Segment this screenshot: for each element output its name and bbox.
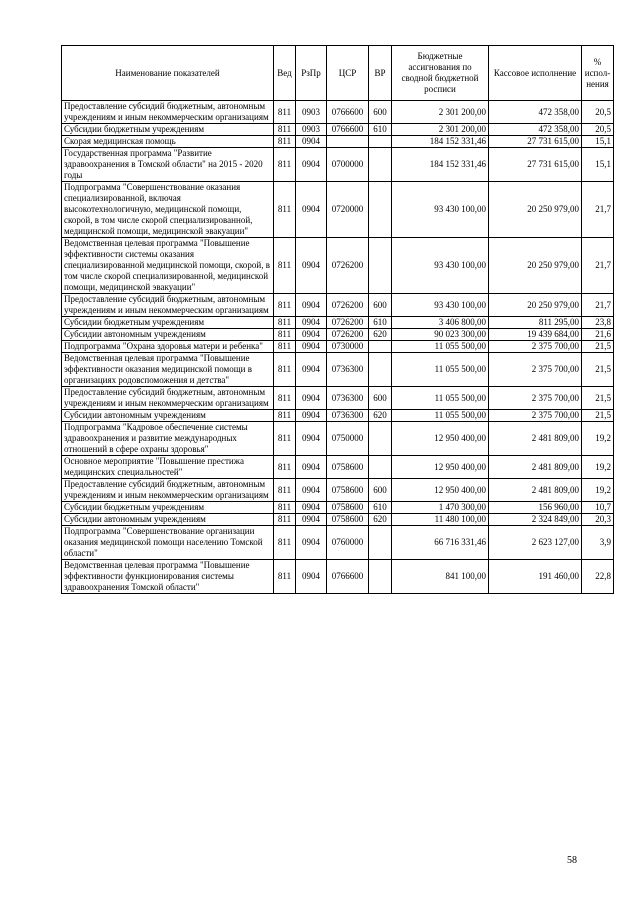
row-csr — [327, 136, 369, 148]
row-budget: 93 430 100,00 — [392, 238, 489, 294]
row-vr: 600 — [369, 101, 392, 124]
row-cash: 472 358,00 — [489, 101, 582, 124]
row-csr: 0758600 — [327, 514, 369, 526]
header-ved: Вед — [274, 46, 296, 101]
row-csr: 0758600 — [327, 456, 369, 479]
row-pct: 15,1 — [582, 136, 614, 148]
row-name: Предоставление субсидий бюджетным, автономным учреждениям и иным некоммерческим организациям — [62, 294, 274, 317]
row-csr: 0726200 — [327, 317, 369, 329]
row-csr: 0736300 — [327, 387, 369, 410]
row-name: Подпрограмма "Совершенствование оказания специализированной, включая высокотехнологичную, медицинской помощи, скорой, в том числе скорой специализированной, медицинской помощи, медицинской эвакуации" — [62, 182, 274, 238]
table-row — [62, 148, 614, 182]
table-header-row — [62, 46, 614, 101]
row-pct: 20,3 — [582, 514, 614, 526]
row-name: Подпрограмма "Кадровое обеспечение системы здравоохранения и развитие международных отношений в сфере охраны здоровья" — [62, 422, 274, 456]
row-ved: 811 — [274, 560, 296, 594]
row-rzpr: 0903 — [296, 124, 327, 136]
row-cash: 2 375 700,00 — [489, 341, 582, 353]
row-ved: 811 — [274, 317, 296, 329]
row-rzpr: 0904 — [296, 479, 327, 502]
row-budget: 90 023 300,00 — [392, 329, 489, 341]
row-budget: 66 716 331,46 — [392, 526, 489, 560]
row-ved: 811 — [274, 294, 296, 317]
row-rzpr: 0904 — [296, 422, 327, 456]
row-cash: 2 375 700,00 — [489, 387, 582, 410]
budget-execution-table — [61, 45, 614, 594]
row-budget: 184 152 331,46 — [392, 148, 489, 182]
row-budget: 11 055 500,00 — [392, 387, 489, 410]
table-row — [62, 238, 614, 294]
row-name: Ведомственная целевая программа "Повышение эффективности оказания медицинской помощи в организациях родовспоможения и детства" — [62, 353, 274, 387]
row-csr: 0730000 — [327, 341, 369, 353]
row-vr — [369, 353, 392, 387]
row-cash: 19 439 684,00 — [489, 329, 582, 341]
row-rzpr: 0904 — [296, 329, 327, 341]
row-csr: 0758600 — [327, 479, 369, 502]
row-budget: 11 055 500,00 — [392, 353, 489, 387]
row-vr — [369, 422, 392, 456]
row-csr: 0700000 — [327, 148, 369, 182]
header-csr: ЦСР — [327, 46, 369, 101]
row-vr — [369, 456, 392, 479]
table-row — [62, 317, 614, 329]
row-pct: 19,2 — [582, 479, 614, 502]
row-ved: 811 — [274, 329, 296, 341]
row-ved: 811 — [274, 148, 296, 182]
row-pct: 21,5 — [582, 410, 614, 422]
row-name: Подпрограмма "Совершенствование организации оказания медицинской помощи населению Томской области" — [62, 526, 274, 560]
row-pct: 22,8 — [582, 560, 614, 594]
table-row — [62, 410, 614, 422]
row-vr: 620 — [369, 410, 392, 422]
row-pct: 21,7 — [582, 238, 614, 294]
row-ved: 811 — [274, 502, 296, 514]
row-ved: 811 — [274, 410, 296, 422]
row-name: Ведомственная целевая программа "Повышение эффективности системы оказания специализированной медицинской помощи, скорой, в том числе скорой специализированной, медицинской помощи, медицинской эвакуации" — [62, 238, 274, 294]
row-rzpr: 0904 — [296, 182, 327, 238]
row-cash: 2 481 809,00 — [489, 479, 582, 502]
row-vr: 610 — [369, 317, 392, 329]
row-name: Ведомственная целевая программа "Повышение эффективности функционирования системы здравоохранения Томской области" — [62, 560, 274, 594]
row-rzpr: 0904 — [296, 560, 327, 594]
row-vr: 600 — [369, 294, 392, 317]
header-name: Наименование показателей — [62, 46, 274, 101]
row-vr — [369, 148, 392, 182]
page-number: 58 — [567, 855, 577, 866]
table-row — [62, 294, 614, 317]
row-cash: 191 460,00 — [489, 560, 582, 594]
row-cash: 2 324 849,00 — [489, 514, 582, 526]
row-budget: 11 480 100,00 — [392, 514, 489, 526]
row-budget: 11 055 500,00 — [392, 341, 489, 353]
table-row — [62, 387, 614, 410]
row-name: Субсидии бюджетным учреждениям — [62, 124, 274, 136]
row-vr — [369, 238, 392, 294]
row-cash: 811 295,00 — [489, 317, 582, 329]
row-budget: 93 430 100,00 — [392, 294, 489, 317]
row-rzpr: 0904 — [296, 317, 327, 329]
row-budget: 2 301 200,00 — [392, 101, 489, 124]
table-row — [62, 422, 614, 456]
row-ved: 811 — [274, 456, 296, 479]
row-rzpr: 0904 — [296, 353, 327, 387]
row-csr: 0760000 — [327, 526, 369, 560]
row-vr: 600 — [369, 479, 392, 502]
row-cash: 27 731 615,00 — [489, 148, 582, 182]
table-row — [62, 456, 614, 479]
row-rzpr: 0904 — [296, 238, 327, 294]
row-csr: 0766600 — [327, 560, 369, 594]
table-row — [62, 124, 614, 136]
row-csr: 0750000 — [327, 422, 369, 456]
row-pct: 20,5 — [582, 124, 614, 136]
row-cash: 27 731 615,00 — [489, 136, 582, 148]
row-pct: 10,7 — [582, 502, 614, 514]
row-rzpr: 0904 — [296, 514, 327, 526]
row-rzpr: 0904 — [296, 387, 327, 410]
table-row — [62, 136, 614, 148]
header-rzpr: РзПр — [296, 46, 327, 101]
row-ved: 811 — [274, 387, 296, 410]
row-ved: 811 — [274, 182, 296, 238]
row-name: Субсидии автономным учреждениям — [62, 329, 274, 341]
table-row — [62, 560, 614, 594]
row-pct: 15,1 — [582, 148, 614, 182]
row-name: Субсидии автономным учреждениям — [62, 410, 274, 422]
row-pct: 21,5 — [582, 387, 614, 410]
header-pct: % испол-нения — [582, 46, 614, 101]
row-pct: 21,6 — [582, 329, 614, 341]
row-budget: 2 301 200,00 — [392, 124, 489, 136]
row-vr: 600 — [369, 387, 392, 410]
row-rzpr: 0904 — [296, 456, 327, 479]
row-rzpr: 0904 — [296, 526, 327, 560]
row-cash: 2 623 127,00 — [489, 526, 582, 560]
row-csr: 0726200 — [327, 238, 369, 294]
row-name: Субсидии бюджетным учреждениям — [62, 317, 274, 329]
table-row — [62, 514, 614, 526]
row-csr: 0736300 — [327, 410, 369, 422]
row-pct: 20,5 — [582, 101, 614, 124]
row-budget: 184 152 331,46 — [392, 136, 489, 148]
header-cash: Кассовое исполнение — [489, 46, 582, 101]
row-cash: 20 250 979,00 — [489, 182, 582, 238]
row-csr: 0720000 — [327, 182, 369, 238]
row-budget: 12 950 400,00 — [392, 479, 489, 502]
row-budget: 93 430 100,00 — [392, 182, 489, 238]
row-csr: 0758600 — [327, 502, 369, 514]
row-pct: 21,5 — [582, 353, 614, 387]
table-row — [62, 341, 614, 353]
row-rzpr: 0904 — [296, 294, 327, 317]
row-name: Подпрограмма "Охрана здоровья матери и ребенка" — [62, 341, 274, 353]
row-ved: 811 — [274, 136, 296, 148]
row-rzpr: 0904 — [296, 341, 327, 353]
row-ved: 811 — [274, 124, 296, 136]
table-row — [62, 101, 614, 124]
table-row — [62, 329, 614, 341]
row-rzpr: 0904 — [296, 502, 327, 514]
row-ved: 811 — [274, 341, 296, 353]
row-vr: 620 — [369, 514, 392, 526]
row-cash: 2 375 700,00 — [489, 353, 582, 387]
row-csr: 0726200 — [327, 294, 369, 317]
row-name: Субсидии бюджетным учреждениям — [62, 502, 274, 514]
row-budget: 11 055 500,00 — [392, 410, 489, 422]
row-cash: 20 250 979,00 — [489, 294, 582, 317]
row-vr — [369, 136, 392, 148]
table-row — [62, 526, 614, 560]
header-budget: Бюджетные ассигнования по сводной бюджетной росписи — [392, 46, 489, 101]
row-vr — [369, 560, 392, 594]
row-budget: 12 950 400,00 — [392, 422, 489, 456]
row-rzpr: 0904 — [296, 148, 327, 182]
row-cash: 2 481 809,00 — [489, 422, 582, 456]
row-pct: 19,2 — [582, 422, 614, 456]
row-name: Скорая медицинская помощь — [62, 136, 274, 148]
row-csr: 0726200 — [327, 329, 369, 341]
row-pct: 21,7 — [582, 182, 614, 238]
row-cash: 472 358,00 — [489, 124, 582, 136]
row-pct: 23,8 — [582, 317, 614, 329]
row-vr — [369, 526, 392, 560]
row-pct: 3,9 — [582, 526, 614, 560]
table-body — [62, 101, 614, 594]
row-vr — [369, 341, 392, 353]
row-vr — [369, 182, 392, 238]
row-vr: 610 — [369, 502, 392, 514]
row-budget: 3 406 800,00 — [392, 317, 489, 329]
row-budget: 1 470 300,00 — [392, 502, 489, 514]
row-budget: 12 950 400,00 — [392, 456, 489, 479]
row-pct: 21,5 — [582, 341, 614, 353]
table-row — [62, 502, 614, 514]
row-name: Предоставление субсидий бюджетным, автономным учреждениям и иным некоммерческим организациям — [62, 479, 274, 502]
row-rzpr: 0904 — [296, 136, 327, 148]
row-pct: 21,7 — [582, 294, 614, 317]
row-name: Основное мероприятие "Повышение престижа медицинских специальностей" — [62, 456, 274, 479]
row-csr: 0736300 — [327, 353, 369, 387]
row-ved: 811 — [274, 238, 296, 294]
row-name: Субсидии автономным учреждениям — [62, 514, 274, 526]
row-cash: 2 481 809,00 — [489, 456, 582, 479]
row-csr: 0766600 — [327, 124, 369, 136]
row-ved: 811 — [274, 422, 296, 456]
row-ved: 811 — [274, 526, 296, 560]
row-pct: 19,2 — [582, 456, 614, 479]
row-csr: 0766600 — [327, 101, 369, 124]
row-rzpr: 0903 — [296, 101, 327, 124]
row-budget: 841 100,00 — [392, 560, 489, 594]
row-ved: 811 — [274, 353, 296, 387]
row-ved: 811 — [274, 101, 296, 124]
row-vr: 620 — [369, 329, 392, 341]
row-ved: 811 — [274, 479, 296, 502]
row-ved: 811 — [274, 514, 296, 526]
row-name: Государственная программа "Развитие здравоохранения в Томской области" на 2015 - 2020 годы — [62, 148, 274, 182]
row-cash: 2 375 700,00 — [489, 410, 582, 422]
row-rzpr: 0904 — [296, 410, 327, 422]
row-cash: 156 960,00 — [489, 502, 582, 514]
table-row — [62, 182, 614, 238]
row-name: Предоставление субсидий бюджетным, автономным учреждениям и иным некоммерческим организациям — [62, 101, 274, 124]
header-vr: ВР — [369, 46, 392, 101]
row-cash: 20 250 979,00 — [489, 238, 582, 294]
row-vr: 610 — [369, 124, 392, 136]
table-row — [62, 353, 614, 387]
row-name: Предоставление субсидий бюджетным, автономным учреждениям и иным некоммерческим организациям — [62, 387, 274, 410]
table-row — [62, 479, 614, 502]
